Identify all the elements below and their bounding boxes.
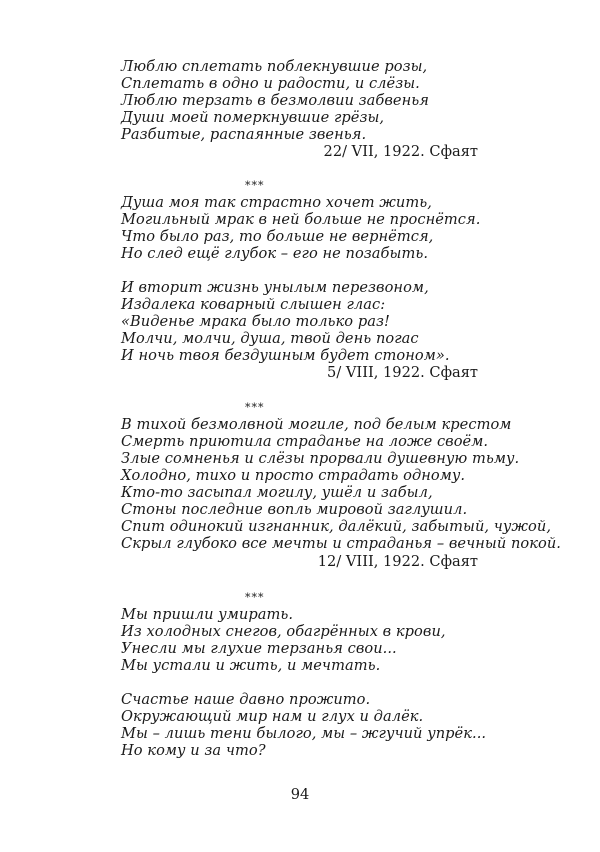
verse-line: Разбитые, распаянные звенья.	[121, 126, 367, 143]
verse-line: Унесли мы глухие терзанья свои...	[121, 640, 397, 657]
verse-line: Кто-то засыпал могилу, ушёл и забыл,	[121, 484, 433, 501]
verse-line: Стоны последние вопль мировой заглушил.	[121, 501, 468, 518]
verse-line: Что было раз, то больше не вернётся,	[121, 228, 434, 245]
verse-line: Могильный мрак в ней больше не проснётся.	[121, 211, 481, 228]
verse-line: Скрыл глубоко все мечты и страданья – вечный покой.	[121, 535, 561, 552]
verse-line: «Виденье мрака было только раз!	[121, 313, 390, 330]
verse-line: И ночь твоя бездушным будет стоном».	[121, 347, 450, 364]
verse-line: Душа моя так страстно хочет жить,	[121, 194, 432, 211]
verse-line: Молчи, молчи, душа, твой день погас	[121, 330, 419, 347]
verse-line: Души моей померкнувшие грёзы,	[121, 109, 385, 126]
verse-line: Счастье наше давно прожито.	[121, 691, 371, 708]
poem-separator: ***	[245, 179, 265, 192]
poem-signature: 5/ VIII, 1922. Сфаят	[327, 364, 478, 381]
verse-line: Люблю терзать в безмолвии забвенья	[121, 92, 429, 109]
page-number: 94	[290, 786, 310, 803]
verse-line: Сплетать в одно и радости, и слёзы.	[121, 75, 420, 92]
verse-line: Мы – лишь тени былого, мы – жгучий упрёк...	[121, 725, 487, 742]
verse-line: Смерть приютила страданье на ложе своём.	[121, 433, 489, 450]
verse-line: Мы пришли умирать.	[121, 606, 294, 623]
verse-line: Окружающий мир нам и глух и далёк.	[121, 708, 424, 725]
poem-separator: ***	[245, 591, 265, 604]
verse-line: И вторит жизнь унылым перезвоном,	[121, 279, 429, 296]
poem-signature: 22/ VII, 1922. Сфаят	[323, 143, 478, 160]
poem-separator: ***	[245, 401, 265, 414]
poem-signature: 12/ VIII, 1922. Сфаят	[317, 553, 478, 570]
verse-line: В тихой безмолвной могиле, под белым крестом	[121, 416, 512, 433]
verse-line: Из холодных снегов, обагрённых в крови,	[121, 623, 446, 640]
verse-line: Спит одинокий изгнанник, далёкий, забытый, чужой,	[121, 518, 552, 535]
verse-line: Люблю сплетать поблекнувшие розы,	[121, 58, 428, 75]
verse-line: Но след ещё глубок – его не позабыть.	[121, 245, 429, 262]
verse-line: Злые сомненья и слёзы прорвали душевную тьму.	[121, 450, 520, 467]
verse-line: Но кому и за что?	[121, 742, 266, 759]
verse-line: Мы устали и жить, и мечтать.	[121, 657, 381, 674]
verse-line: Холодно, тихо и просто страдать одному.	[121, 467, 466, 484]
verse-line: Издалека коварный слышен глас:	[121, 296, 386, 313]
